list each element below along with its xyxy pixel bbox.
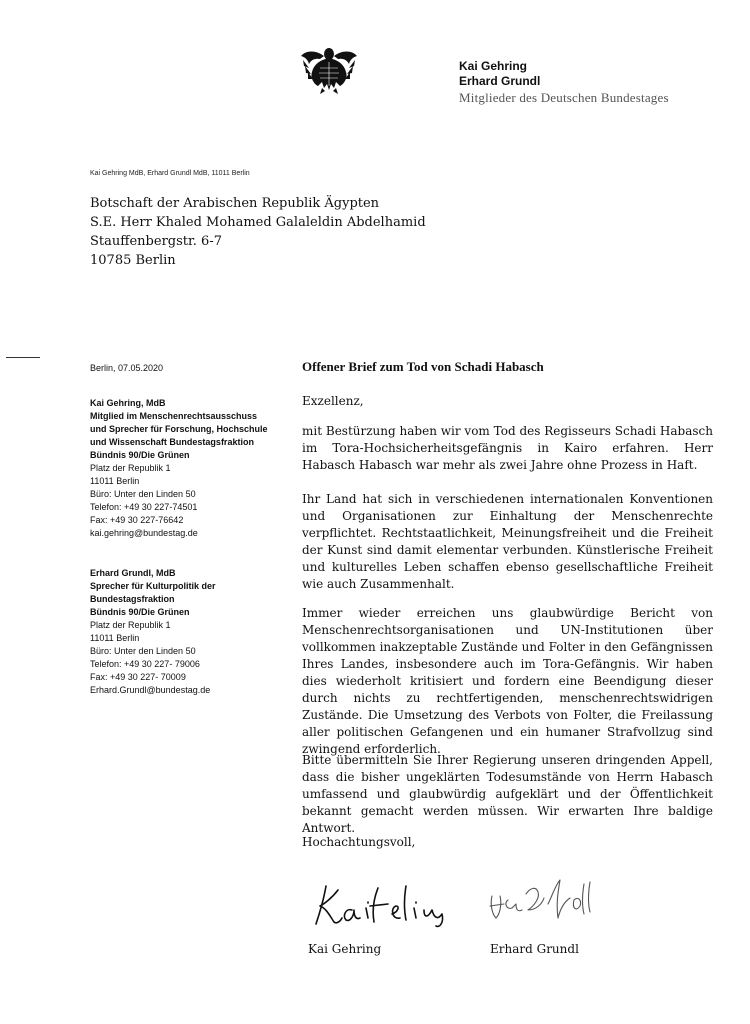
erhard-office: Büro: Unter den Linden 50 <box>90 646 196 656</box>
kai-address: 11011 Berlin <box>90 476 140 486</box>
kai-role: Bündnis 90/Die Grünen <box>90 450 190 460</box>
recipient-line: S.E. Herr Khaled Mohamed Galaleldin Abdelhamid <box>90 215 426 230</box>
signature-erhard-grundl <box>486 874 606 930</box>
kai-role: und Sprecher für Forschung, Hochschule <box>90 424 268 434</box>
letter-title: Offener Brief zum Tod von Schadi Habasch <box>302 359 544 374</box>
fold-mark <box>6 357 40 358</box>
kai-contact-block <box>90 397 268 540</box>
erhard-role: Bündnis 90/Die Grünen <box>90 607 190 617</box>
header-name-1: Kai Gehring <box>459 59 528 73</box>
erhard-address: 11011 Berlin <box>90 633 140 643</box>
erhard-contact-block <box>90 567 216 697</box>
letter-date: Berlin, 07.05.2020 <box>90 363 164 373</box>
signature-kai-gehring <box>308 878 458 930</box>
sender-return-line: Kai Gehring MdB, Erhard Grundl MdB, 11011 Berlin <box>90 170 250 177</box>
closing: Hochachtungsvoll, <box>302 835 416 849</box>
erhard-name: Erhard Grundl, MdB <box>90 568 176 578</box>
erhard-email: Erhard.Grundl@bundestag.de <box>90 685 211 695</box>
kai-phone: Telefon: +49 30 227-74501 <box>90 502 198 512</box>
body-paragraph-1: mit Bestürzung haben wir vom Tod des Regisseurs Schadi Habasch im Tora-Hochsicherheitsgefängnis in Kairo erfahren. Herr Habasch Habasch war mehr als zwei Jahre ohne Prozess in Haft. <box>302 424 713 472</box>
bundestag-eagle-icon <box>300 42 358 94</box>
recipient-line: Botschaft der Arabischen Republik Ägypten <box>90 196 380 211</box>
recipient-line: Stauffenbergstr. 6-7 <box>90 234 222 249</box>
signatory-name-1: Kai Gehring <box>308 942 382 956</box>
body-paragraph-3: Immer wieder erreichen uns glaubwürdige Bericht von Menschenrechtsorganisationen und UN-Institutionen über vollkommen inakzeptable Zustände und Folter in den Gefängnissen Ihres Landes, insbesondere auch im Tora-Gefängnis. Wir haben dies wiederholt kritisiert und fordern eine Beendigung dieser durch nichts zu rechtfertigenden, menschenrechtswidrigen Zustände. Die Umsetzung des Verbots von Folter, die Freilassung aller politischen Gefangenen und ein humaner Strafvollzug sind zwingend erforderlich. <box>302 606 713 756</box>
signatory-name-2: Erhard Grundl <box>490 942 579 956</box>
kai-email: kai.gehring@bundestag.de <box>90 528 198 538</box>
body-paragraph-4: Bitte übermitteln Sie Ihrer Regierung unseren dringenden Appell, dass die bisher ungeklärten Todesumstände von Herrn Habasch umfassend und glaubwürdig aufgeklärt und der Öffentlichkeit bekannt gemacht werden müssen. Wir erwarten Ihre baldige Antwort. <box>302 753 713 835</box>
kai-fax: Fax: +49 30 227-76642 <box>90 515 184 525</box>
erhard-fax: Fax: +49 30 227- 70009 <box>90 672 186 682</box>
body-paragraph-2: Ihr Land hat sich in verschiedenen internationalen Konventionen und Organisationen zur Einhaltung der Menschenrechte verpflichtet. Rechtstaatlichkeit, Meinungsfreiheit und die Freiheit der Kunst sind damit elementar verbunden. Künstlerische Freiheit und kulturelles Leben schaffen ebenso gesellschaftliche Freiheit wie auch Zusammenhalt. <box>302 492 713 591</box>
recipient-line: 10785 Berlin <box>90 253 176 268</box>
recipient-address <box>90 194 426 270</box>
erhard-address: Platz der Republik 1 <box>90 620 171 630</box>
header-subtitle: Mitglieder des Deutschen Bundestages <box>459 90 669 105</box>
erhard-phone: Telefon: +49 30 227- 79006 <box>90 659 200 669</box>
header-name-2: Erhard Grundl <box>459 74 541 88</box>
kai-role: Mitglied im Menschenrechtsausschuss <box>90 411 258 421</box>
erhard-role: Bundestagsfraktion <box>90 594 175 604</box>
erhard-role: Sprecher für Kulturpolitik der <box>90 581 216 591</box>
salutation: Exzellenz, <box>302 394 364 408</box>
kai-office: Büro: Unter den Linden 50 <box>90 489 196 499</box>
kai-name: Kai Gehring, MdB <box>90 398 166 408</box>
kai-address: Platz der Republik 1 <box>90 463 171 473</box>
kai-role: und Wissenschaft Bundestagsfraktion <box>90 437 254 447</box>
